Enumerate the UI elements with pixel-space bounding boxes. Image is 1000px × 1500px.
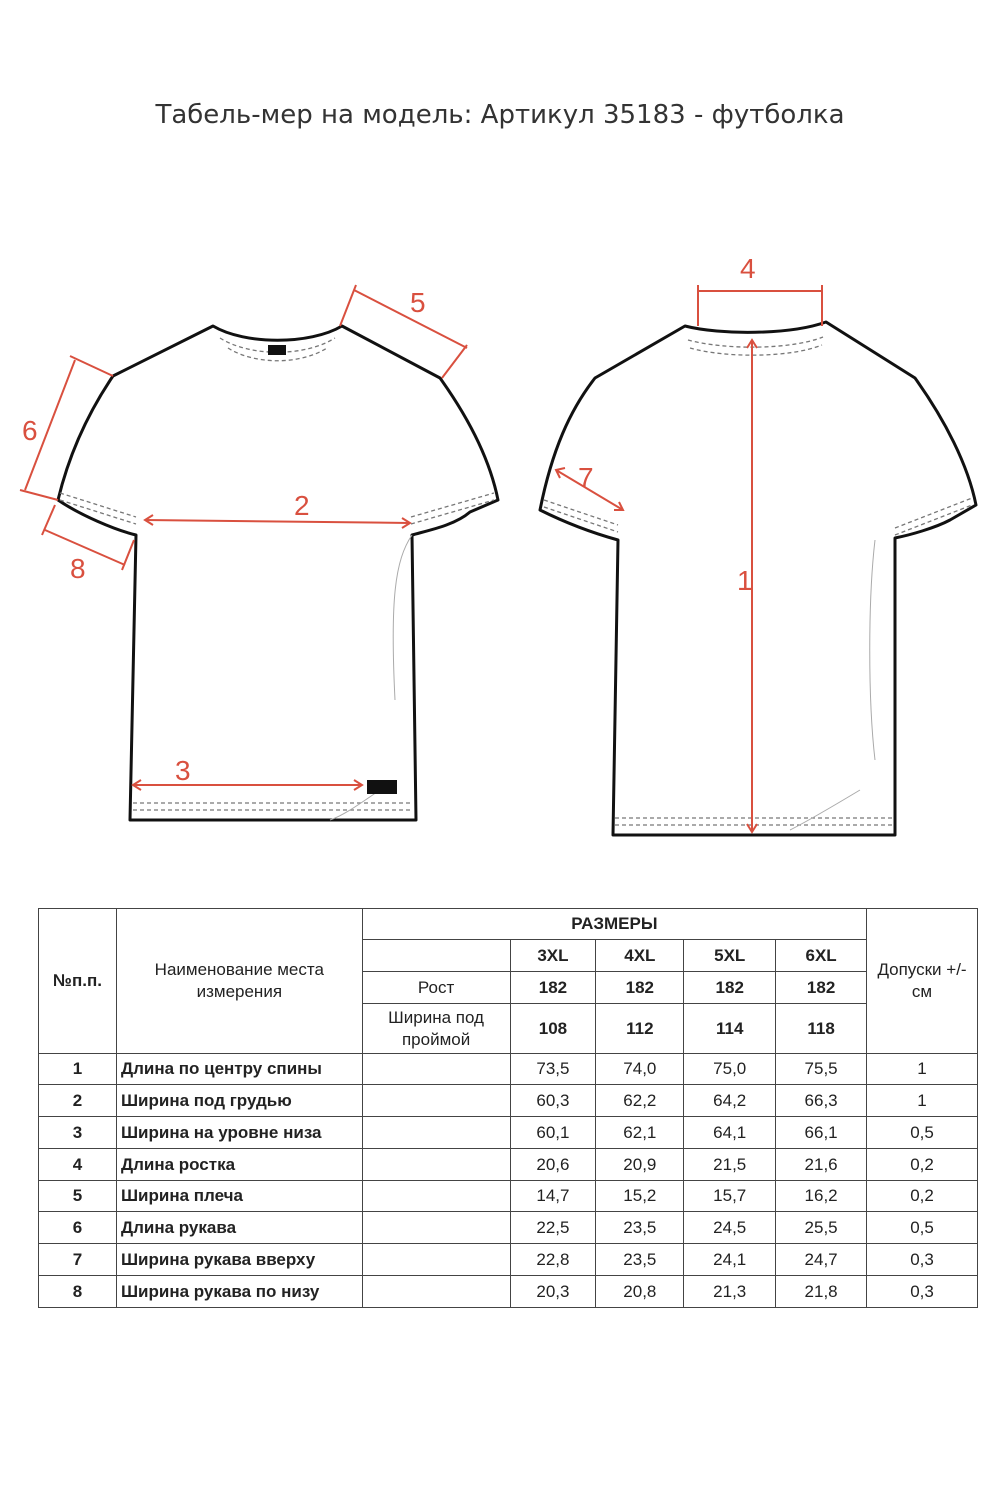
row-value: 21,3 (684, 1276, 776, 1308)
row-num: 6 (39, 1212, 117, 1244)
neck-label-icon (268, 345, 286, 355)
height-value: 182 (684, 972, 776, 1004)
row-tolerance: 0,3 (867, 1276, 978, 1308)
dim-label-5: 5 (410, 287, 426, 318)
row-name: Длина по центру спины (116, 1054, 362, 1085)
dim-label-1: 1 (737, 565, 753, 596)
row-tolerance: 0,3 (867, 1244, 978, 1276)
table-row (39, 1181, 978, 1212)
row-value: 24,5 (684, 1212, 776, 1244)
row-value: 15,2 (596, 1181, 684, 1212)
hem-label-icon (367, 780, 397, 794)
row-name: Ширина на уровне низа (116, 1117, 362, 1149)
row-value: 66,3 (776, 1085, 867, 1117)
row-value: 15,7 (684, 1181, 776, 1212)
row-value: 21,5 (684, 1149, 776, 1181)
dim-label-2: 2 (294, 490, 310, 521)
row-num: 1 (39, 1054, 117, 1085)
row-num: 3 (39, 1117, 117, 1149)
height-label: Рост (362, 972, 510, 1004)
page-title: Табель-мер на модель: Артикул 35183 - футболка (155, 100, 845, 130)
row-value: 23,5 (596, 1212, 684, 1244)
dim-label-7: 7 (578, 462, 594, 493)
height-value: 182 (596, 972, 684, 1004)
row-name: Ширина под грудью (116, 1085, 362, 1117)
row-tolerance: 0,2 (867, 1149, 978, 1181)
row-value: 25,5 (776, 1212, 867, 1244)
row-value: 73,5 (510, 1054, 596, 1085)
table-row (39, 1085, 978, 1117)
row-value: 75,0 (684, 1054, 776, 1085)
table-row (39, 1244, 978, 1276)
row-value: 60,1 (510, 1117, 596, 1149)
row-value: 21,6 (776, 1149, 867, 1181)
row-value: 22,8 (510, 1244, 596, 1276)
row-value: 24,7 (776, 1244, 867, 1276)
size-3xl: 3XL (510, 940, 596, 972)
underarm-value: 108 (510, 1004, 596, 1054)
dim-label-6: 6 (22, 415, 38, 446)
row-num: 5 (39, 1181, 117, 1212)
row-value: 20,6 (510, 1149, 596, 1181)
row-value: 20,9 (596, 1149, 684, 1181)
row-name: Ширина плеча (116, 1181, 362, 1212)
row-value: 62,2 (596, 1085, 684, 1117)
row-value: 66,1 (776, 1117, 867, 1149)
row-value: 74,0 (596, 1054, 684, 1085)
table-row (39, 1117, 978, 1149)
table-row (39, 1276, 978, 1308)
height-value: 182 (510, 972, 596, 1004)
row-value: 64,1 (684, 1117, 776, 1149)
tshirt-back (540, 253, 976, 835)
underarm-value: 112 (596, 1004, 684, 1054)
size-6xl: 6XL (776, 940, 867, 972)
row-tolerance: 0,2 (867, 1181, 978, 1212)
row-value: 75,5 (776, 1054, 867, 1085)
row-value: 23,5 (596, 1244, 684, 1276)
table-row (39, 1054, 978, 1085)
underarm-value: 114 (684, 1004, 776, 1054)
num-header: №п.п. (39, 909, 117, 1054)
row-value: 24,1 (684, 1244, 776, 1276)
table-row (39, 1149, 978, 1181)
row-name: Ширина рукава вверху (116, 1244, 362, 1276)
sizes-header: РАЗМЕРЫ (362, 909, 866, 940)
dim-label-3: 3 (175, 755, 191, 786)
row-tolerance: 0,5 (867, 1212, 978, 1244)
size-5xl: 5XL (684, 940, 776, 972)
row-value: 20,8 (596, 1276, 684, 1308)
tshirt-front (20, 285, 498, 820)
dim-label-4: 4 (740, 253, 756, 284)
name-header: Наименование места измерения (116, 909, 362, 1054)
underarm-value: 118 (776, 1004, 867, 1054)
row-num: 4 (39, 1149, 117, 1181)
row-num: 7 (39, 1244, 117, 1276)
row-value: 20,3 (510, 1276, 596, 1308)
height-value: 182 (776, 972, 867, 1004)
row-value: 14,7 (510, 1181, 596, 1212)
row-value: 16,2 (776, 1181, 867, 1212)
table-row (39, 1212, 978, 1244)
size-chart-table (38, 908, 978, 1308)
row-tolerance: 1 (867, 1054, 978, 1085)
row-value: 22,5 (510, 1212, 596, 1244)
row-num: 2 (39, 1085, 117, 1117)
row-num: 8 (39, 1276, 117, 1308)
size-4xl: 4XL (596, 940, 684, 972)
row-name: Длина рукава (116, 1212, 362, 1244)
tolerance-header: Допуски +/- см (867, 909, 978, 1054)
row-tolerance: 1 (867, 1085, 978, 1117)
row-value: 62,1 (596, 1117, 684, 1149)
dim-label-8: 8 (70, 553, 86, 584)
row-value: 64,2 (684, 1085, 776, 1117)
row-tolerance: 0,5 (867, 1117, 978, 1149)
row-value: 21,8 (776, 1276, 867, 1308)
row-value: 60,3 (510, 1085, 596, 1117)
row-name: Ширина рукава по низу (116, 1276, 362, 1308)
row-name: Длина ростка (116, 1149, 362, 1181)
underarm-label: Ширина под проймой (362, 1004, 510, 1054)
